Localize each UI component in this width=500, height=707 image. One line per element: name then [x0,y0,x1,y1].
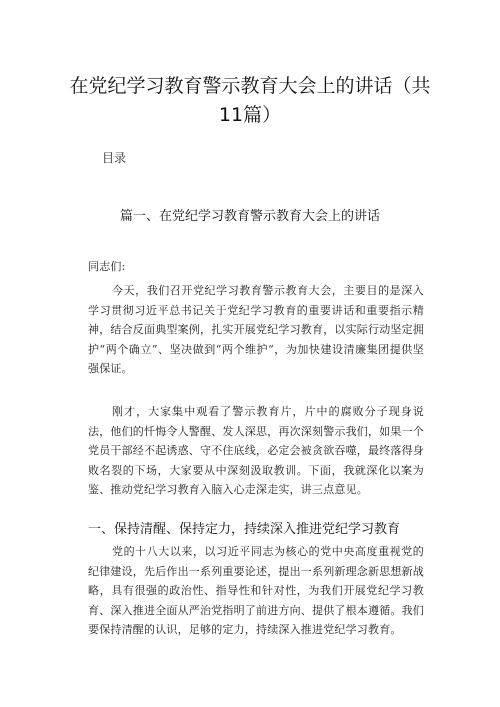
document-title [60,72,440,130]
paragraph-2: 刚才，大家集中观看了警示教育片，片中的腐败分子现身说法，他们的忏悔令人警醒、发人深思，再次深刻警示我们，如果一个党员干部经不起诱惑、守不住底线，必定会被贪欲吞噬，最终落得身败名裂的下场，大家要从中深刻汲取教训。下面，我就深化以案为鉴、推动党纪学习教育入脑入心走深走实，讲三点意见。 [88,405,424,496]
title-line-1: 在党纪学习教育警示教育大会上的讲话（共 [69,75,431,97]
toc-label: 目录 [102,151,127,165]
greeting: 同志们: [88,260,126,273]
title-line-2: 11篇） [218,104,282,126]
paragraph-1: 今天，我们召开党纪学习教育警示教育大会，主要目的是深入学习贯彻习近平总书记关于党纪学习教育的重要讲话和重要指示精神，结合反面典型案例，扎实开展党纪学习教育，以实际行动坚定拥护“两个确立”、坚决做到“两个维护“，为加快建设清廉集团提供坚强保证。 [88,284,424,375]
section-title: 篇一、在党纪学习教育警示教育大会上的讲话 [119,209,380,224]
subheading-1: 一、保持清醒、保持定力，持续深入推进党纪学习教育 [88,522,401,537]
paragraph-3: 党的十八大以来，以习近平同志为核心的党中央高度重视党的纪律建设，先后作出一系列重要论述，提出一系列新理念新思想新战略，具有很强的政治性、指导性和针对性，为我们开展党纪学习教育、深入推进全面从严治党指明了前进方向、提供了根本遵循。我们要保持清醒的认识，足够的定力，持续深入推进党纪学习教育。 [88,545,424,636]
